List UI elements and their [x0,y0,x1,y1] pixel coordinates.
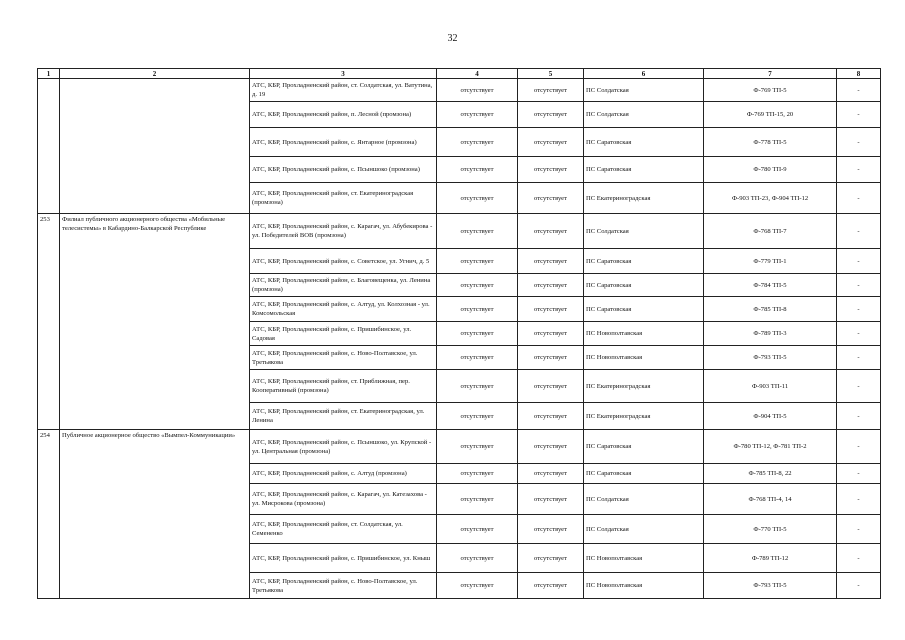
feeder-cell: Ф-768 ТП-7 [704,214,837,249]
col4-cell: отсутствует [437,128,518,157]
address-cell: АТС, КБР, Прохладненский район, ст. Солдатская, ул. Семененко [250,515,437,544]
address-cell: АТС, КБР, Прохладненский район, с. Пришибинское, ул. Садовая [250,322,437,346]
page-number: 32 [447,33,458,44]
col8-cell: - [837,249,881,274]
owner-cell [60,79,250,214]
substation-cell: ПС Новополтавская [584,573,704,599]
col5-cell: отсутствует [518,484,584,515]
feeder-cell: Ф-785 ТП-8, 22 [704,464,837,484]
address-cell: АТС, КБР, Прохладненский район, с. Ново-Полтавское, ул. Третьякова [250,573,437,599]
substation-cell: ПС Солдатская [584,102,704,128]
row-number-cell [38,79,60,214]
col8-cell: - [837,430,881,464]
col4-cell: отсутствует [437,484,518,515]
substation-cell: ПС Солдатская [584,484,704,515]
feeder-cell: Ф-768 ТП-4, 14 [704,484,837,515]
registry-table [37,68,881,599]
header-row [38,69,881,79]
feeder-cell: Ф-780 ТП-9 [704,157,837,183]
feeder-cell: Ф-903 ТП-23, Ф-904 ТП-12 [704,183,837,214]
col4-cell: отсутствует [437,322,518,346]
feeder-cell: Ф-904 ТП-5 [704,403,837,430]
header-cell: 3 [250,69,437,79]
feeder-cell: Ф-903 ТП-11 [704,370,837,403]
col4-cell: отсутствует [437,346,518,370]
substation-cell: ПС Новополтавская [584,322,704,346]
col5-cell: отсутствует [518,370,584,403]
feeder-cell: Ф-793 ТП-5 [704,573,837,599]
header-cell: 2 [60,69,250,79]
col4-cell: отсутствует [437,274,518,297]
col8-cell: - [837,322,881,346]
col8-cell: - [837,464,881,484]
header-cell: 7 [704,69,837,79]
header-cell: 4 [437,69,518,79]
table-body [38,69,881,599]
address-cell: АТС, КБР, Прохладненский район, ст. Екатериноградская, ул. Ленина [250,403,437,430]
address-cell: АТС, КБР, Прохладненский район, с. Псыншоко, ул. Крупской - ул. Центральная (промзона) [250,430,437,464]
col8-cell: - [837,183,881,214]
address-cell: АТС, КБР, Прохладненский район, ст. Екатериноградская (промзона) [250,183,437,214]
col8-cell: - [837,274,881,297]
feeder-cell: Ф-789 ТП-12 [704,544,837,573]
address-cell: АТС, КБР, Прохладненский район, с. Алтуд, ул. Колхозная - ул. Комсомольская [250,297,437,322]
col8-cell: - [837,297,881,322]
substation-cell: ПС Саратовская [584,297,704,322]
col5-cell: отсутствует [518,573,584,599]
feeder-cell: Ф-784 ТП-5 [704,274,837,297]
col4-cell: отсутствует [437,370,518,403]
col5-cell: отсутствует [518,214,584,249]
feeder-cell: Ф-769 ТП-5 [704,79,837,102]
address-cell: АТС, КБР, Прохладненский район, с. Советское, ул. Угнич, д. 5 [250,249,437,274]
owner-cell: Публичное акционерное общество «Вымпел-Коммуникации» [60,430,250,599]
col5-cell: отсутствует [518,346,584,370]
address-cell: АТС, КБР, Прохладненский район, с. Пришибинское, ул. Кныш [250,544,437,573]
col4-cell: отсутствует [437,515,518,544]
substation-cell: ПС Екатериноградская [584,403,704,430]
col4-cell: отсутствует [437,464,518,484]
address-cell: АТС, КБР, Прохладненский район, с. Карагач, ул. Абубекирова - ул. Победителей ВОВ (промзона) [250,214,437,249]
col8-cell: - [837,484,881,515]
header-cell: 8 [837,69,881,79]
feeder-cell: Ф-769 ТП-15, 20 [704,102,837,128]
col5-cell: отсутствует [518,128,584,157]
col4-cell: отсутствует [437,403,518,430]
col5-cell: отсутствует [518,183,584,214]
col5-cell: отсутствует [518,274,584,297]
feeder-cell: Ф-770 ТП-5 [704,515,837,544]
feeder-cell: Ф-779 ТП-1 [704,249,837,274]
substation-cell: ПС Солдатская [584,515,704,544]
substation-cell: ПС Саратовская [584,249,704,274]
address-cell: АТС, КБР, Прохладненский район, с. Благовещенка, ул. Ленина (промзона) [250,274,437,297]
col4-cell: отсутствует [437,214,518,249]
header-cell: 1 [38,69,60,79]
header-cell: 6 [584,69,704,79]
col4-cell: отсутствует [437,430,518,464]
feeder-cell: Ф-780 ТП-12, Ф-781 ТП-2 [704,430,837,464]
col8-cell: - [837,544,881,573]
address-cell: АТС, КБР, Прохладненский район, с. Псыншоко (промзона) [250,157,437,183]
feeder-cell: Ф-778 ТП-5 [704,128,837,157]
substation-cell: ПС Саратовская [584,157,704,183]
col8-cell: - [837,102,881,128]
col4-cell: отсутствует [437,79,518,102]
header-cell: 5 [518,69,584,79]
col5-cell: отсутствует [518,464,584,484]
col4-cell: отсутствует [437,249,518,274]
table-row [38,79,881,102]
substation-cell: ПС Саратовская [584,430,704,464]
col5-cell: отсутствует [518,102,584,128]
substation-cell: ПС Новополтавская [584,346,704,370]
col4-cell: отсутствует [437,183,518,214]
col8-cell: - [837,79,881,102]
col5-cell: отсутствует [518,157,584,183]
substation-cell: ПС Новополтавская [584,544,704,573]
substation-cell: ПС Солдатская [584,79,704,102]
col8-cell: - [837,573,881,599]
col5-cell: отсутствует [518,79,584,102]
substation-cell: ПС Саратовская [584,274,704,297]
feeder-cell: Ф-793 ТП-5 [704,346,837,370]
col5-cell: отсутствует [518,403,584,430]
col4-cell: отсутствует [437,102,518,128]
address-cell: АТС, КБР, Прохладненский район, с. Ново-Полтавское, ул. Третьякова [250,346,437,370]
table-row [38,430,881,464]
col8-cell: - [837,346,881,370]
address-cell: АТС, КБР, Прохладненский район, ст. Солдатская, ул. Ватутина, д. 19 [250,79,437,102]
table-row [38,214,881,249]
substation-cell: ПС Саратовская [584,128,704,157]
address-cell: АТС, КБР, Прохладненский район, п. Лесной (промзона) [250,102,437,128]
col4-cell: отсутствует [437,157,518,183]
substation-cell: ПС Екатериноградская [584,183,704,214]
col4-cell: отсутствует [437,573,518,599]
col8-cell: - [837,128,881,157]
col5-cell: отсутствует [518,322,584,346]
col4-cell: отсутствует [437,297,518,322]
col8-cell: - [837,214,881,249]
address-cell: АТС, КБР, Прохладненский район, ст. Приближная, пер. Кооперативный (промзона) [250,370,437,403]
col5-cell: отсутствует [518,297,584,322]
col5-cell: отсутствует [518,544,584,573]
row-number-cell: 254 [38,430,60,599]
row-number-cell: 253 [38,214,60,430]
address-cell: АТС, КБР, Прохладненский район, с. Карагач, ул. Катезахова - ул. Мисрокова (промзона) [250,484,437,515]
col8-cell: - [837,370,881,403]
col8-cell: - [837,515,881,544]
col5-cell: отсутствует [518,515,584,544]
address-cell: АТС, КБР, Прохладненский район, с. Янтарное (промзона) [250,128,437,157]
substation-cell: ПС Саратовская [584,464,704,484]
address-cell: АТС, КБР, Прохладненский район, с. Алтуд (промзона) [250,464,437,484]
col5-cell: отсутствует [518,249,584,274]
col5-cell: отсутствует [518,430,584,464]
col8-cell: - [837,403,881,430]
owner-cell: Филиал публичного акционерного общества «Мобильные телесистемы» в Кабардино-Балкарской Республике [60,214,250,430]
col8-cell: - [837,157,881,183]
feeder-cell: Ф-789 ТП-3 [704,322,837,346]
feeder-cell: Ф-785 ТП-8 [704,297,837,322]
col4-cell: отсутствует [437,544,518,573]
substation-cell: ПС Солдатская [584,214,704,249]
substation-cell: ПС Екатериноградская [584,370,704,403]
